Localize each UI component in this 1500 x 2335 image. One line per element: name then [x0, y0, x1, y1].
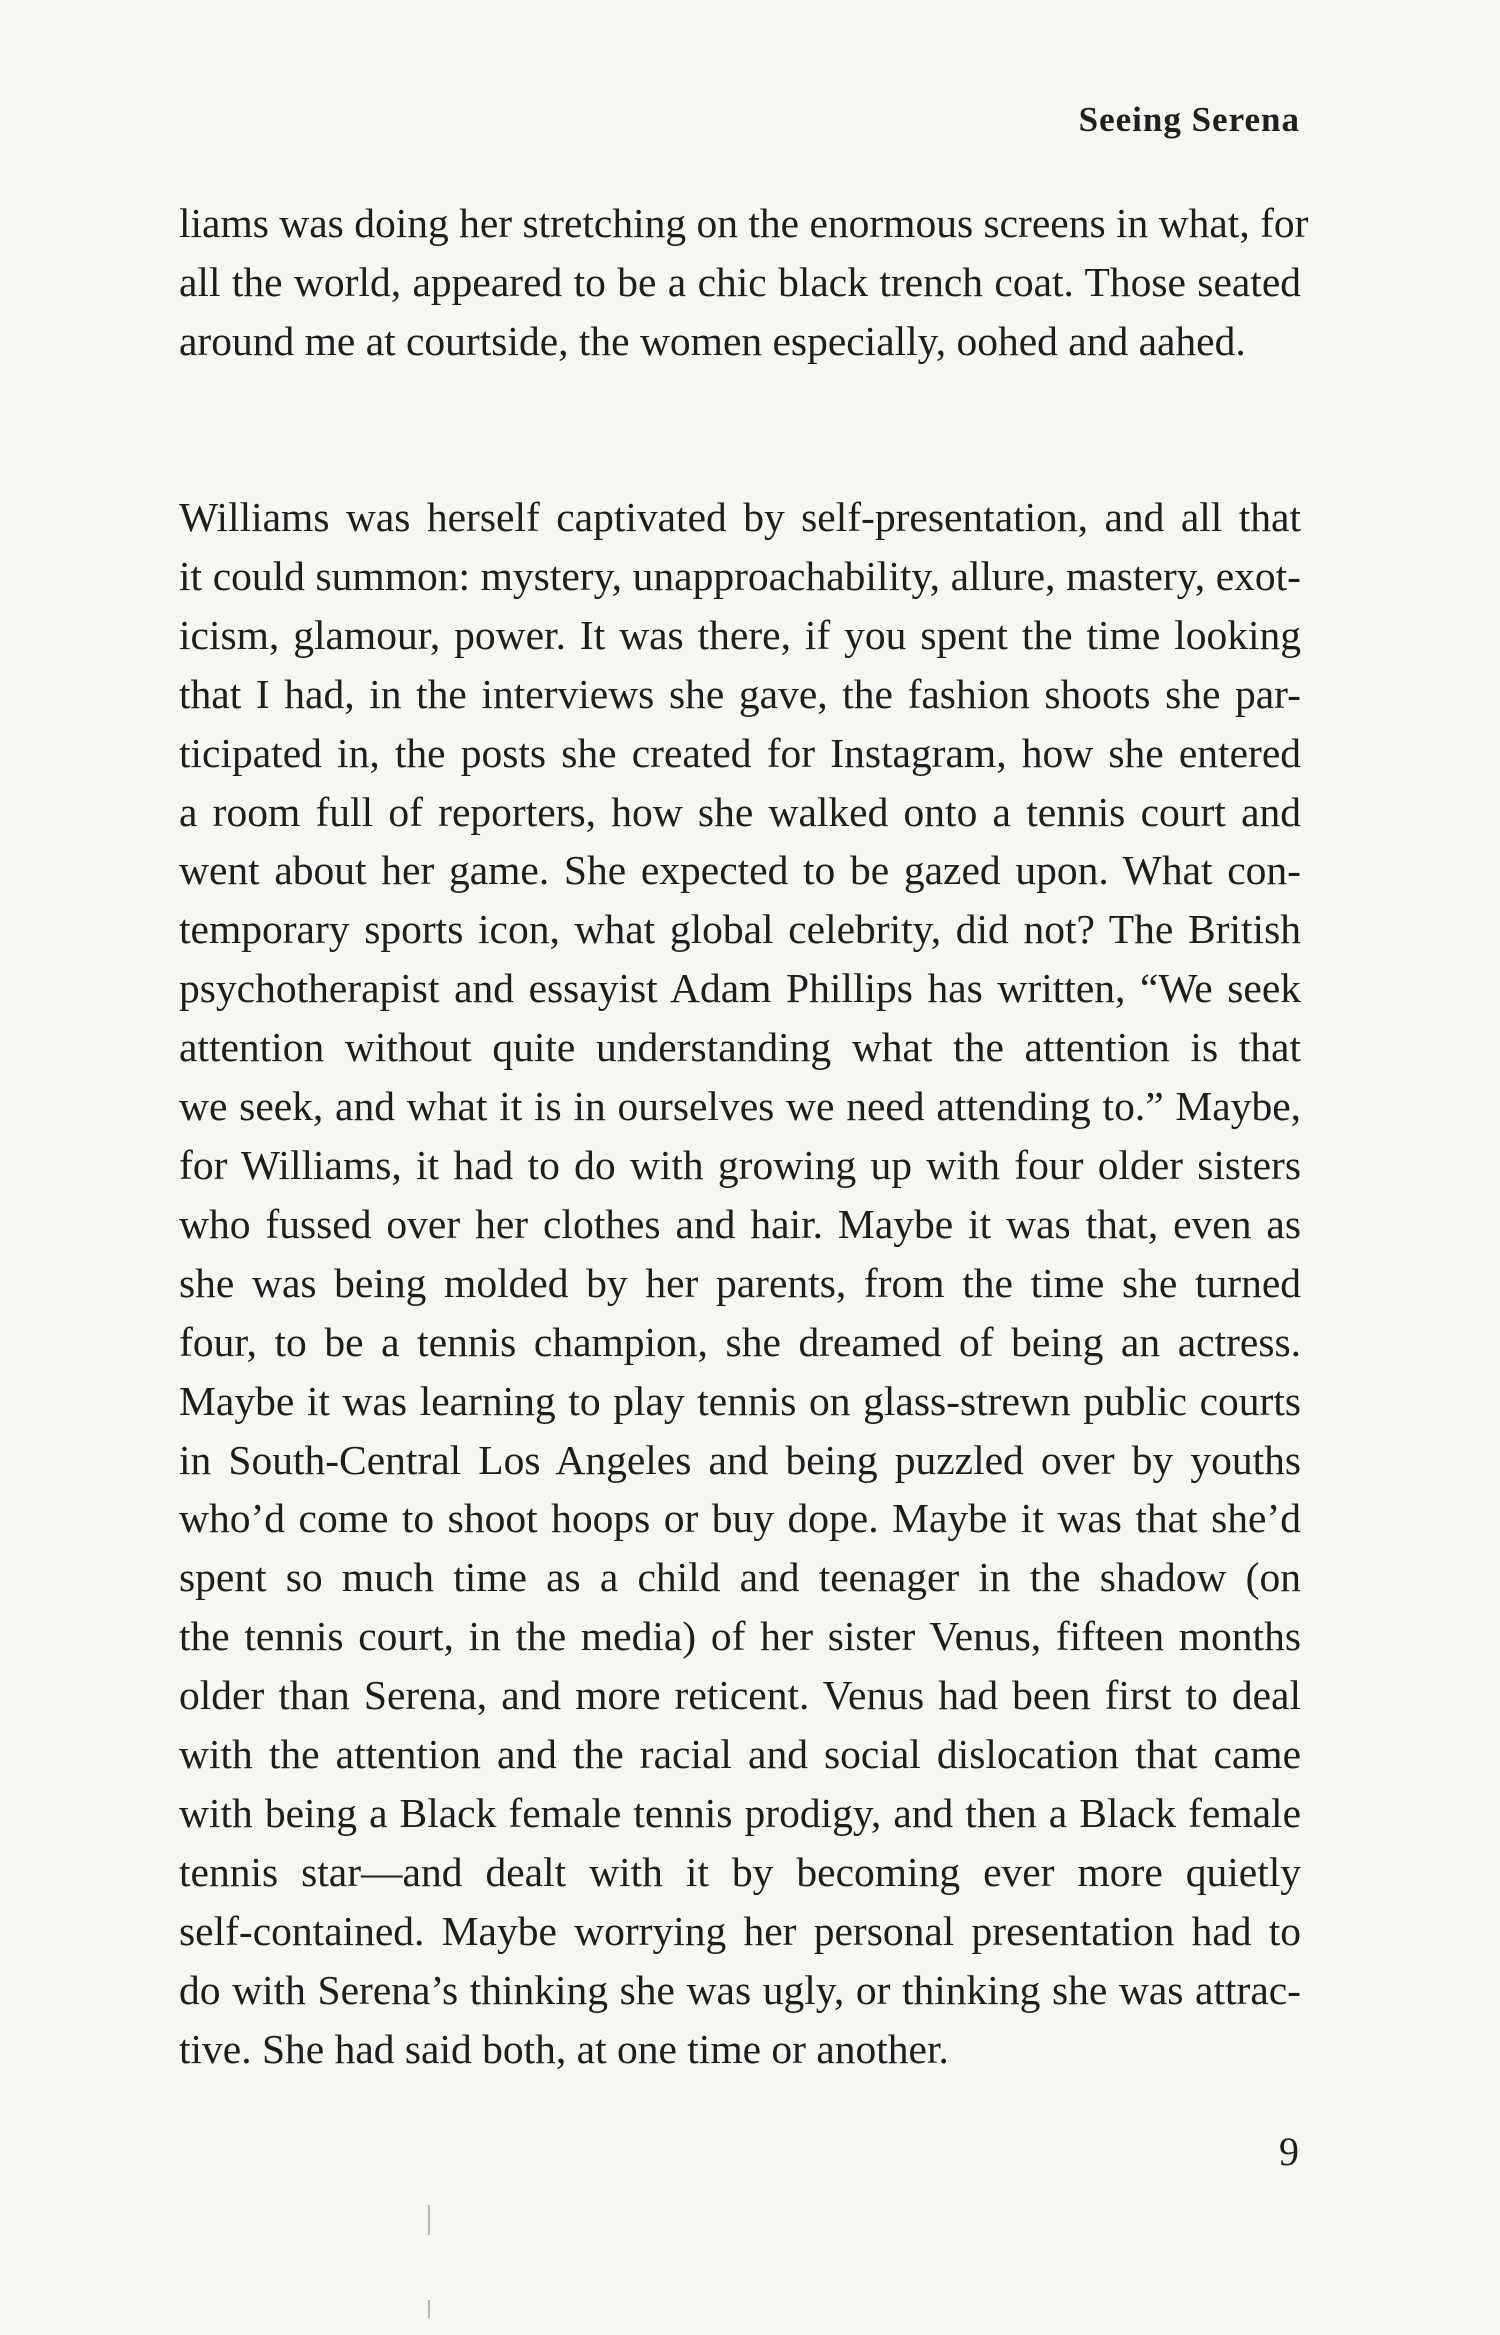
text-line: attention without quite understanding what the attention is that — [179, 1024, 1301, 1071]
paragraph-continued — [179, 194, 1309, 371]
text-line: in South-Central Los Angeles and being puzzled over by youths — [179, 1436, 1301, 1483]
text-line: Maybe it was learning to play tennis on glass-strewn public courts — [179, 1377, 1301, 1424]
text-line: ticipated in, the posts she created for Instagram, how she entered — [179, 729, 1301, 776]
text-line: older than Serena, and more reticent. Venus had been first to deal — [179, 1672, 1301, 1719]
text-line: around me at courtside, the women especially, oohed and aahed. — [179, 317, 1246, 364]
scan-artifact-mark — [428, 2205, 430, 2235]
text-line: Williams was herself captivated by self-presentation, and all that — [179, 494, 1301, 540]
text-line: she was being molded by her parents, from the time she turned — [179, 1259, 1301, 1306]
text-line: we seek, and what it is in ourselves we need attending to.” Maybe, — [179, 1083, 1301, 1130]
running-head-title: Seeing Serena — [1078, 100, 1300, 139]
text-line: went about her game. She expected to be gazed upon. What con- — [179, 847, 1301, 894]
text-line: liams was doing her stretching on the enormous screens in what, for — [179, 200, 1309, 246]
text-line: with being a Black female tennis prodigy, and then a Black female — [179, 1789, 1301, 1836]
text-line: for Williams, it had to do with growing up with four older sisters — [179, 1141, 1301, 1188]
text-line: four, to be a tennis champion, she dreamed of being an actress. — [179, 1318, 1301, 1365]
text-line: a room full of reporters, how she walked onto a tennis court and — [179, 788, 1301, 835]
text-line: spent so much time as a child and teenager in the shadow (on — [179, 1554, 1301, 1601]
text-line: tennis star—and dealt with it by becoming ever more quietly — [179, 1848, 1301, 1895]
text-line: icism, glamour, power. It was there, if you spent the time looking — [179, 611, 1301, 658]
text-line: do with Serena’s thinking she was ugly, or thinking she was attrac- — [179, 1966, 1301, 2013]
text-line: it could summon: mystery, unapproachability, allure, mastery, exot- — [179, 552, 1301, 599]
text-line: that I had, in the interviews she gave, the fashion shoots she par- — [179, 670, 1301, 717]
text-line: who’d come to shoot hoops or buy dope. Maybe it was that she’d — [179, 1495, 1301, 1542]
paragraph-main — [179, 488, 1301, 2078]
text-line: who fussed over her clothes and hair. Maybe it was that, even as — [179, 1200, 1301, 1247]
text-line: with the attention and the racial and social dislocation that came — [179, 1731, 1301, 1778]
text-line: the tennis court, in the media) of her sister Venus, fifteen months — [179, 1613, 1301, 1660]
text-line: tive. She had said both, at one time or another. — [179, 2025, 949, 2072]
page-number: 9 — [1279, 2129, 1299, 2174]
text-line: psychotherapist and essayist Adam Phillips has written, “We seek — [179, 965, 1301, 1012]
text-line: all the world, appeared to be a chic black trench coat. Those seated — [179, 258, 1301, 305]
scan-artifact-mark — [428, 2300, 430, 2318]
text-line: temporary sports icon, what global celebrity, did not? The British — [179, 906, 1301, 953]
text-line: self-contained. Maybe worrying her personal presentation had to — [179, 1907, 1301, 1954]
